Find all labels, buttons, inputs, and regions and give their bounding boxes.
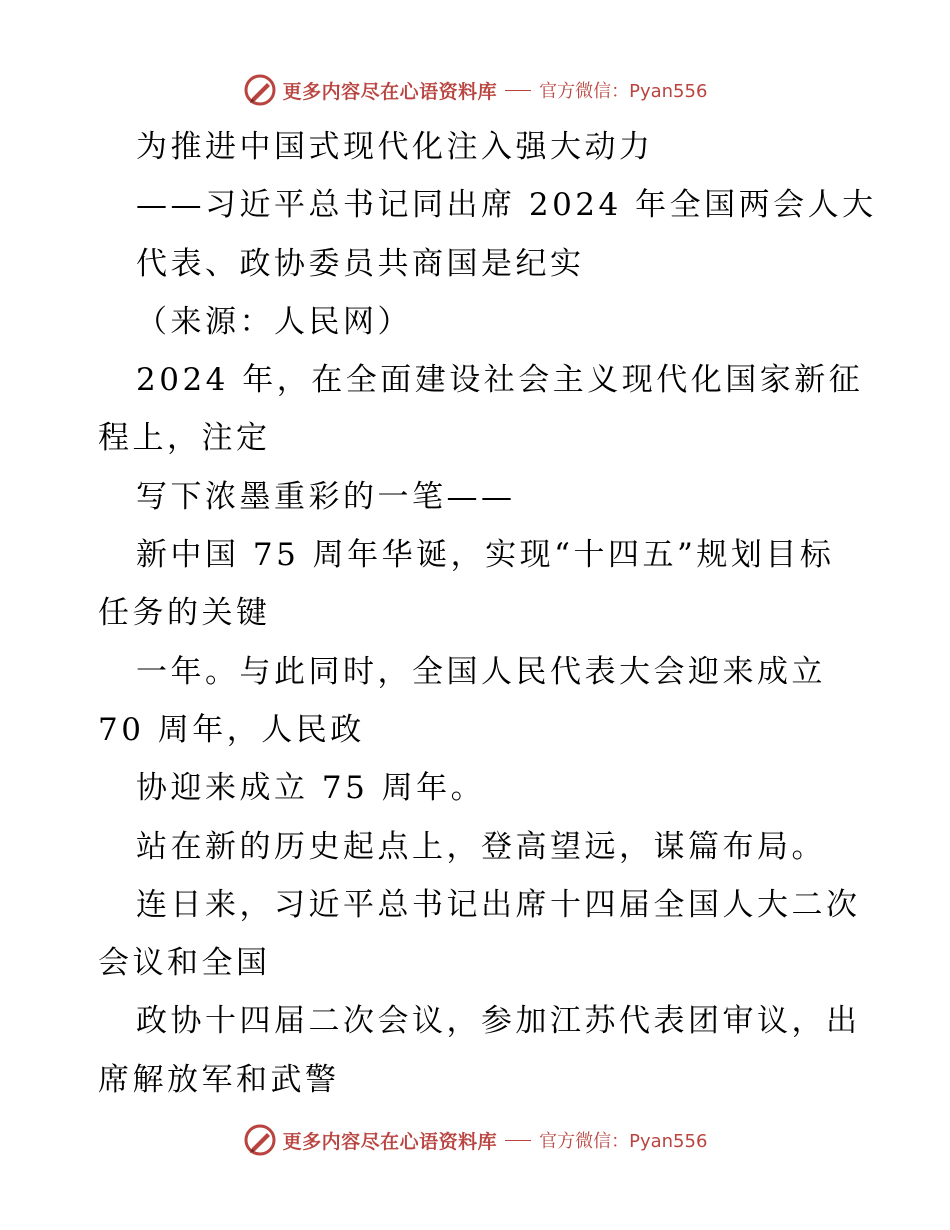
header-banner <box>0 70 950 110</box>
footer-banner <box>0 1120 950 1160</box>
banner-site-text: 更多内容尽在心语资料库 <box>282 1130 498 1153</box>
banner-contact-text: 官方微信：Pyan556 <box>539 81 708 102</box>
paragraph-line: 程上，注定 <box>98 420 271 457</box>
paragraph-line: 会议和全国 <box>98 945 271 982</box>
banner-divider <box>505 1140 531 1141</box>
paragraph-line: 政协十四届二次会议，参加江苏代表团审议，出 <box>136 1003 861 1040</box>
paragraph-line: 一年。与此同时，全国人民代表大会迎来成立 <box>136 653 826 690</box>
logo-icon <box>243 1123 277 1157</box>
paragraph-line: 席解放军和武警 <box>98 1061 340 1098</box>
banner-site-text: 更多内容尽在心语资料库 <box>282 80 498 103</box>
document-title: 为推进中国式现代化注入强大动力 <box>136 129 654 165</box>
document-body <box>98 118 877 1109</box>
paragraph-line: 连日来，习近平总书记出席十四届全国人大二次 <box>136 886 861 923</box>
paragraph-line: 任务的关键 <box>98 595 271 632</box>
document-source: （来源：人民网） <box>136 303 412 340</box>
paragraph-line: 协迎来成立 75 周年。 <box>136 770 486 807</box>
logo-icon <box>243 73 277 107</box>
banner-contact-text: 官方微信：Pyan556 <box>539 1131 708 1152</box>
paragraph-line: 70 周年，人民政 <box>98 711 365 748</box>
document-subtitle-line: 代表、政协委员共商国是纪实 <box>136 245 585 282</box>
paragraph-line: 写下浓墨重彩的一笔—— <box>136 478 516 515</box>
paragraph-line: 站在新的历史起点上，登高望远，谋篇布局。 <box>136 828 826 865</box>
paragraph-line: 2024 年，在全面建设社会主义现代化国家新征 <box>136 362 864 399</box>
document-subtitle-line: ——习近平总书记同出席 2024 年全国两会人大 <box>136 187 877 224</box>
banner-divider <box>505 90 531 91</box>
paragraph-line: 新中国 75 周年华诞，实现“十四五”规划目标 <box>136 537 835 574</box>
